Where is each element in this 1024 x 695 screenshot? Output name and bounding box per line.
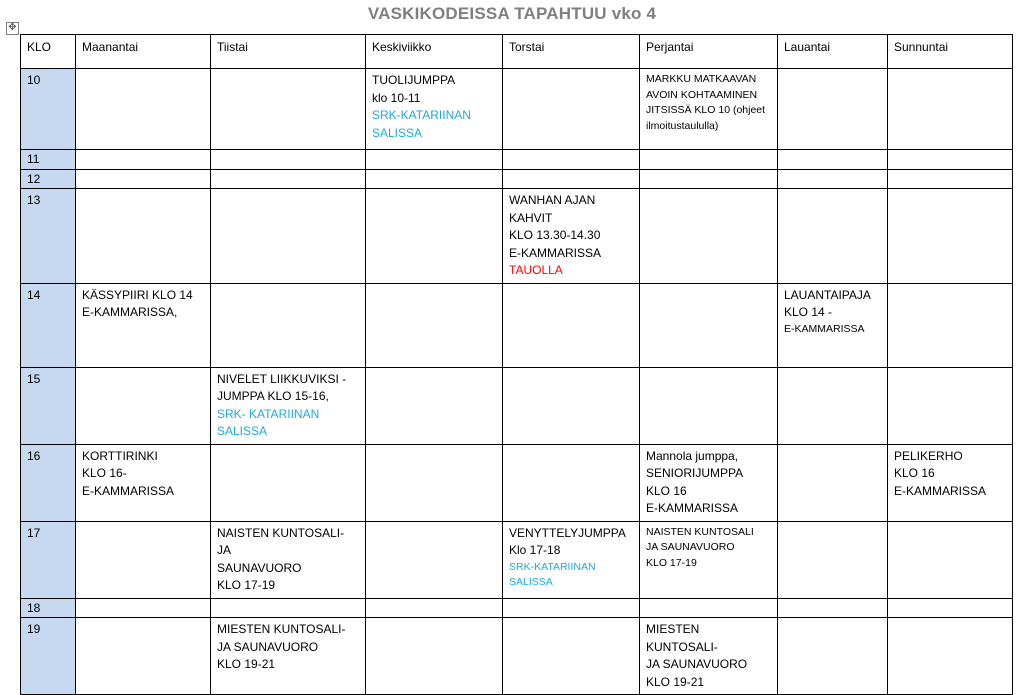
event-time: Klo 17-18 (509, 543, 561, 557)
event-name: KÄSSYPIIRI KLO 14 (82, 287, 193, 302)
event-time: KLO 19-21 (646, 674, 705, 689)
monday-cell (76, 189, 211, 284)
saturday-cell (778, 521, 888, 598)
friday-cell (640, 618, 778, 695)
tuesday-cell (211, 618, 366, 695)
event-location: SALISSA (509, 576, 553, 588)
event-name: PELIKERHO (894, 448, 963, 463)
header-saturday: Lauantai (778, 35, 888, 69)
friday-cell (640, 150, 778, 170)
thursday-cell (503, 189, 640, 284)
table-row (21, 521, 1013, 598)
thursday-cell (503, 150, 640, 170)
event-name: LAUANTAIPAJA (784, 287, 871, 302)
sunday-cell (888, 189, 1013, 284)
header-friday: Perjantai (640, 35, 778, 69)
friday-cell (640, 367, 778, 444)
wednesday-cell (366, 444, 503, 521)
event-name: JA SAUNAVUORO (217, 639, 319, 654)
friday-cell (640, 598, 778, 618)
hour-cell: 18 (21, 598, 76, 618)
monday-cell (76, 444, 211, 521)
tuesday-cell (211, 189, 366, 284)
hour-cell: 16 (21, 444, 76, 521)
event-location: SALISSA (217, 424, 268, 438)
event-location: E-KAMMARISSA (784, 322, 865, 335)
event-name: AVOIN KOHTAAMINEN (646, 88, 758, 101)
saturday-cell (778, 618, 888, 695)
hour-cell: 15 (21, 367, 76, 444)
event-time: KLO 16- (82, 466, 127, 480)
event-location: E-KAMMARISSA (509, 245, 602, 260)
event-time: KLO 16 (894, 466, 935, 480)
event-name: NAISTEN KUNTOSALI (646, 525, 754, 538)
sunday-cell (888, 150, 1013, 170)
hour-cell: 19 (21, 618, 76, 695)
hour-cell: 10 (21, 69, 76, 150)
document-title: VASKIKODEISSA TAPAHTUU vko 4 (367, 4, 657, 23)
friday-cell (640, 283, 778, 367)
monday-cell (76, 367, 211, 444)
event-location: E-KAMMARISSA (82, 483, 175, 498)
wednesday-cell (366, 598, 503, 618)
tuesday-cell (211, 169, 366, 189)
table-row (21, 618, 1013, 695)
saturday-cell (778, 189, 888, 284)
friday-cell (640, 521, 778, 598)
friday-cell (640, 69, 778, 150)
event-time: KLO 19-21 (217, 657, 276, 671)
event-location: SRK- KATARIINAN (217, 406, 320, 421)
event-name: SAUNAVUORO (217, 560, 302, 575)
table-row (21, 169, 1013, 189)
thursday-cell (503, 521, 640, 598)
thursday-cell (503, 444, 640, 521)
event-time: KLO 16 (646, 483, 687, 498)
thursday-cell (503, 169, 640, 189)
event-time: KLO 14 - (784, 305, 833, 319)
event-time: KLO 17-19 (646, 556, 697, 569)
header-tuesday: Tiistai (211, 35, 366, 69)
sunday-cell (888, 283, 1013, 367)
table-row (21, 69, 1013, 150)
sunday-cell (888, 69, 1013, 150)
event-name: Mannola jumppa, (646, 448, 739, 463)
tuesday-cell (211, 444, 366, 521)
event-name: KORTTIRINKI (82, 448, 158, 463)
event-time: KLO 13.30-14.30 (509, 228, 601, 242)
hour-cell: 12 (21, 169, 76, 189)
saturday-cell (778, 598, 888, 618)
wednesday-cell (366, 618, 503, 695)
header-wednesday: Keskiviikko (366, 35, 503, 69)
sunday-cell (888, 169, 1013, 189)
event-name: MIESTEN KUNTOSALI- (646, 622, 718, 654)
sunday-cell (888, 521, 1013, 598)
header-klo: KLO (21, 35, 76, 69)
event-location: E-KAMMARISSA (646, 501, 739, 515)
wednesday-cell (366, 150, 503, 170)
hour-cell: 13 (21, 189, 76, 284)
tuesday-cell (211, 521, 366, 598)
event-location: SRK-KATARIINAN (509, 560, 596, 573)
move-arrows-icon[interactable]: ✥ (6, 22, 19, 35)
event-location: E-KAMMARISSA, (82, 305, 178, 319)
saturday-cell (778, 367, 888, 444)
tuesday-cell (211, 367, 366, 444)
thursday-cell (503, 69, 640, 150)
sunday-cell (888, 444, 1013, 521)
hour-cell: 11 (21, 150, 76, 170)
event-status: TAUOLLA (509, 263, 563, 277)
table-row (21, 598, 1013, 618)
thursday-cell (503, 598, 640, 618)
wednesday-cell (366, 521, 503, 598)
sunday-cell (888, 598, 1013, 618)
event-time: JUMPPA KLO 15-16, (217, 389, 329, 403)
friday-cell (640, 189, 778, 284)
event-note: ilmoitustaululla) (646, 119, 719, 132)
wednesday-cell (366, 367, 503, 444)
event-name: VENYTTELYJUMPPA (509, 525, 626, 540)
event-name: JA SAUNAVUORO (646, 541, 735, 553)
event-time: klo 10-11 (372, 90, 421, 105)
monday-cell (76, 598, 211, 618)
event-name: TUOLIJUMPPA (372, 73, 456, 87)
event-location: SALISSA (372, 125, 423, 140)
wednesday-cell (366, 169, 503, 189)
table-row (21, 283, 1013, 367)
header-thursday: Torstai (503, 35, 640, 69)
monday-cell (76, 283, 211, 367)
header-sunday: Sunnuntai (888, 35, 1013, 69)
friday-cell (640, 444, 778, 521)
thursday-cell (503, 283, 640, 367)
tuesday-cell (211, 69, 366, 150)
tuesday-cell (211, 283, 366, 367)
event-location: E-KAMMARISSA (894, 483, 987, 498)
event-time: KLO 17-19 (217, 578, 276, 592)
wednesday-cell (366, 189, 503, 284)
tuesday-cell (211, 598, 366, 618)
event-name: MIESTEN KUNTOSALI- (217, 622, 346, 636)
event-time: JITSISSÄ KLO 10 (ohjeet (646, 104, 766, 116)
monday-cell (76, 618, 211, 695)
wednesday-cell (366, 283, 503, 367)
sunday-cell (888, 367, 1013, 444)
event-location: SRK-KATARIINAN (372, 108, 471, 122)
wednesday-cell (366, 69, 503, 150)
monday-cell (76, 69, 211, 150)
event-name: KAHVIT (509, 210, 553, 225)
saturday-cell (778, 169, 888, 189)
hour-cell: 14 (21, 283, 76, 367)
header-monday: Maanantai (76, 35, 211, 69)
tuesday-cell (211, 150, 366, 170)
sunday-cell (888, 618, 1013, 695)
saturday-cell (778, 283, 888, 367)
thursday-cell (503, 618, 640, 695)
thursday-cell (503, 367, 640, 444)
saturday-cell (778, 150, 888, 170)
monday-cell (76, 150, 211, 170)
table-row (21, 367, 1013, 444)
saturday-cell (778, 444, 888, 521)
event-name: NAISTEN KUNTOSALI- JA (217, 525, 345, 557)
event-name: NIVELET LIIKKUVIKSI - (217, 371, 347, 386)
monday-cell (76, 169, 211, 189)
event-name: MARKKU MATKAAVAN (646, 73, 757, 85)
event-name: WANHAN AJAN (509, 193, 596, 207)
weekly-schedule-table (20, 34, 1013, 695)
monday-cell (76, 521, 211, 598)
saturday-cell (778, 69, 888, 150)
hour-cell: 17 (21, 521, 76, 598)
event-name: SENIORIJUMPPA (646, 466, 744, 480)
table-row (21, 189, 1013, 284)
table-row (21, 150, 1013, 170)
event-name: JA SAUNAVUORO (646, 657, 748, 671)
table-row (21, 444, 1013, 521)
friday-cell (640, 169, 778, 189)
